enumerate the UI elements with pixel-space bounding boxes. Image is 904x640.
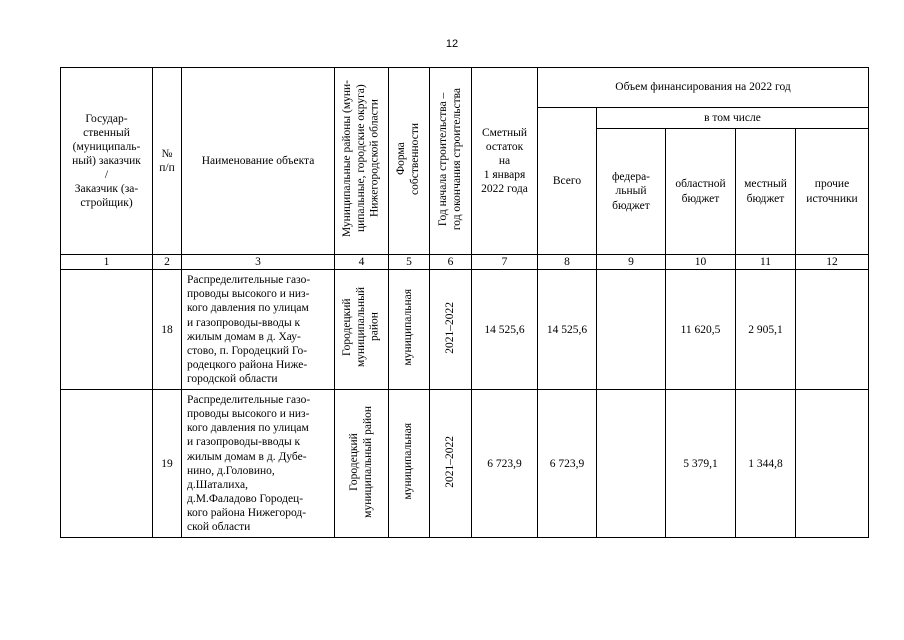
row-local: 1 344,8 [736,390,796,538]
row-other [796,270,869,390]
row-total: 6 723,9 [538,390,597,538]
row-estimate: 6 723,9 [472,390,538,538]
column-numbers-row [61,255,869,270]
column-number: 12 [796,255,869,270]
table-row [61,270,869,390]
row-total: 14 525,6 [538,270,597,390]
header-regional: областной бюджет [666,129,736,255]
row-object-name: Распределительные газо- проводы высокого и низ- кого давления по улицам и газопроводы-вводы к жилым домам в д. Дубе- нино, д.Головино, д.Шаталиха, д.М.Фаладово Городец- кого района Нижегород- ской области [182,390,335,538]
row-number: 18 [153,270,182,390]
header-districts-text: Муниципальные районы (муни- ципальные, городские округа) Нижегородской области [340,80,381,238]
header-years-text: Год начала строительства – год окончания строительства [436,87,463,231]
row-estimate: 14 525,6 [472,270,538,390]
row-number: 19 [153,390,182,538]
row-district [335,270,389,390]
header-ownership [389,68,430,255]
column-number: 8 [538,255,597,270]
row-other [796,390,869,538]
header-ownership-text: Форма собственности [395,123,421,195]
row-years [430,270,472,390]
column-number: 1 [61,255,153,270]
header-federal: федера- льный бюджет [597,129,666,255]
column-number: 4 [335,255,389,270]
header-including: в том числе [597,108,869,129]
row-customer [61,270,153,390]
row-ownership-text: муниципальная [402,289,415,366]
header-customer: Государ- ственный (муниципаль- ный) заказчик / Заказчик (за- стройщик) [61,68,153,255]
header-object-name: Наименование объекта [182,68,335,255]
header-years [430,68,472,255]
header-estimate: Сметный остаток на 1 января 2022 года [472,68,538,255]
row-regional: 5 379,1 [666,390,736,538]
column-number: 6 [430,255,472,270]
row-years-text: 2021–2022 [443,301,456,354]
row-years-text: 2021–2022 [443,435,456,488]
header-local: местный бюджет [736,129,796,255]
row-ownership [389,270,430,390]
header-funding: Объем финансирования на 2022 год [538,68,869,108]
header-num: № п/п [153,68,182,255]
row-district [335,390,389,538]
table-row [61,390,869,538]
row-object-name: Распределительные газо- проводы высокого и низ- кого давления по улицам и газопроводы-вводы к жилым домам в д. Хау- стово, п. Городецкий Го- родецкого района Ниже- городской области [182,270,335,390]
page-number: 12 [445,38,459,50]
row-district-text: Городецкий муниципальный район [347,405,374,518]
row-federal [597,270,666,390]
header-total: Всего [538,108,597,255]
row-ownership [389,390,430,538]
financing-table [60,67,869,538]
column-number: 7 [472,255,538,270]
column-number: 3 [182,255,335,270]
row-customer [61,390,153,538]
header-districts [335,68,389,255]
row-ownership-text: муниципальная [402,423,415,500]
column-number: 10 [666,255,736,270]
row-district-text: Городецкий муниципальный район [340,287,381,368]
row-regional: 11 620,5 [666,270,736,390]
column-number: 5 [389,255,430,270]
column-number: 2 [153,255,182,270]
row-local: 2 905,1 [736,270,796,390]
header-other: прочие источники [796,129,869,255]
column-number: 9 [597,255,666,270]
row-federal [597,390,666,538]
header-row-1 [61,68,869,108]
row-years [430,390,472,538]
column-number: 11 [736,255,796,270]
